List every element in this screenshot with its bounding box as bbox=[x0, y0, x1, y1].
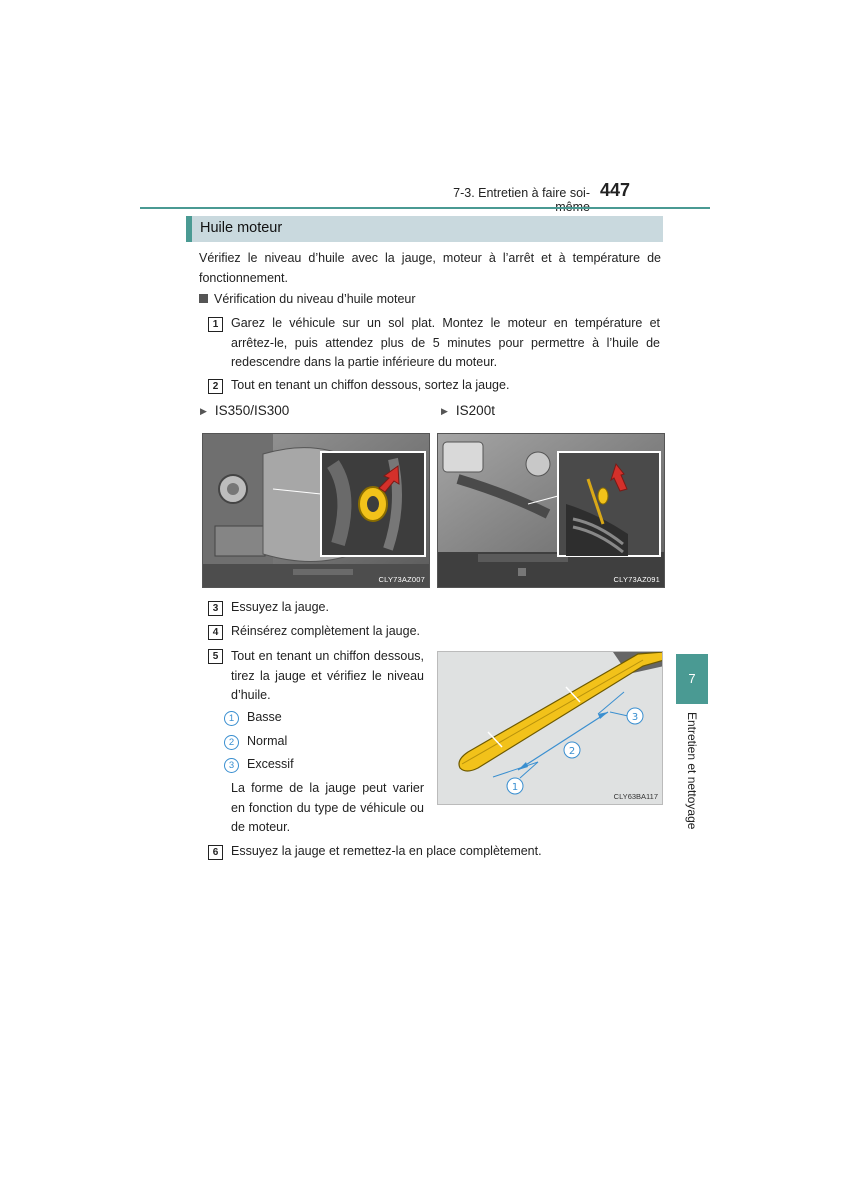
step-text-5: Tout en tenant un chiffon dessous, tirez la jauge et vérifiez le niveau d’huile. bbox=[231, 649, 424, 702]
step-number-5: 5 bbox=[208, 649, 223, 664]
square-bullet-icon bbox=[199, 294, 208, 303]
triangle-bullet-icon: ▶ bbox=[200, 406, 207, 416]
page-number: 447 bbox=[600, 180, 631, 200]
image-code-is350: CLY73AZ007 bbox=[378, 575, 425, 584]
dipstick-note: La forme de la jauge peut varier en fonction du type de véhicule ou de moteur. bbox=[231, 781, 424, 834]
step-text-4: Réinsérez complètement la jauge. bbox=[231, 624, 420, 638]
step-number-2: 2 bbox=[208, 379, 223, 394]
level-low: 1 Basse bbox=[224, 710, 282, 726]
step-number-6: 6 bbox=[208, 845, 223, 860]
svg-text:3: 3 bbox=[631, 712, 639, 723]
step-text-1: Garez le véhicule sur un sol plat. Montez le moteur en température et arrêtez-le, puis attendez plus de 5 minutes pour permettre à l’huile de redescendre dans la partie inférieure du moteur. bbox=[231, 316, 660, 369]
section-title: Huile moteur bbox=[200, 220, 283, 236]
level-normal: 2 Normal bbox=[224, 734, 287, 750]
section-title-bar bbox=[186, 216, 663, 242]
step-text-6: Essuyez la jauge et remettez-la en place complètement. bbox=[231, 844, 542, 858]
header-divider bbox=[140, 207, 710, 209]
variant-label-is200t: ▶ IS200t bbox=[441, 403, 495, 418]
circled-number-1-icon: 1 bbox=[224, 711, 239, 726]
level-excessive: 3 Excessif bbox=[224, 757, 294, 773]
image-code-is200t: CLY73AZ091 bbox=[613, 575, 660, 584]
chapter-tab-label: Entretien et nettoyage bbox=[685, 712, 699, 830]
chapter-tab: 7 bbox=[676, 654, 708, 704]
step-text-2: Tout en tenant un chiffon dessous, sortez la jauge. bbox=[231, 378, 510, 392]
svg-text:1: 1 bbox=[511, 782, 519, 793]
engine-illustration-is200t bbox=[438, 434, 664, 587]
circled-number-2-icon: 2 bbox=[224, 735, 239, 750]
circled-number-3-icon: 3 bbox=[224, 758, 239, 773]
svg-text:2: 2 bbox=[568, 746, 576, 757]
step-number-3: 3 bbox=[208, 601, 223, 616]
subsection-heading bbox=[199, 292, 416, 306]
engine-photo-is200t bbox=[437, 433, 665, 588]
dipstick-illustration bbox=[438, 652, 663, 805]
variant-label-is350: ▶ IS350/IS300 bbox=[200, 403, 290, 418]
subsection-title: Vérification du niveau d’huile moteur bbox=[214, 292, 416, 306]
engine-illustration-is350 bbox=[203, 434, 429, 587]
running-header-section: 7-3. Entretien à faire soi- bbox=[453, 186, 590, 200]
step-number-4: 4 bbox=[208, 625, 223, 640]
image-code-dipstick: CLY63BA117 bbox=[613, 792, 658, 801]
step-number-1: 1 bbox=[208, 317, 223, 332]
step-text-3: Essuyez la jauge. bbox=[231, 600, 329, 614]
dipstick-diagram bbox=[437, 651, 663, 805]
triangle-bullet-icon: ▶ bbox=[441, 406, 448, 416]
intro-paragraph: Vérifiez le niveau d’huile avec la jauge, moteur à l’arrêt et à température de fonctionnement. bbox=[199, 251, 661, 285]
engine-photo-is350 bbox=[202, 433, 430, 588]
